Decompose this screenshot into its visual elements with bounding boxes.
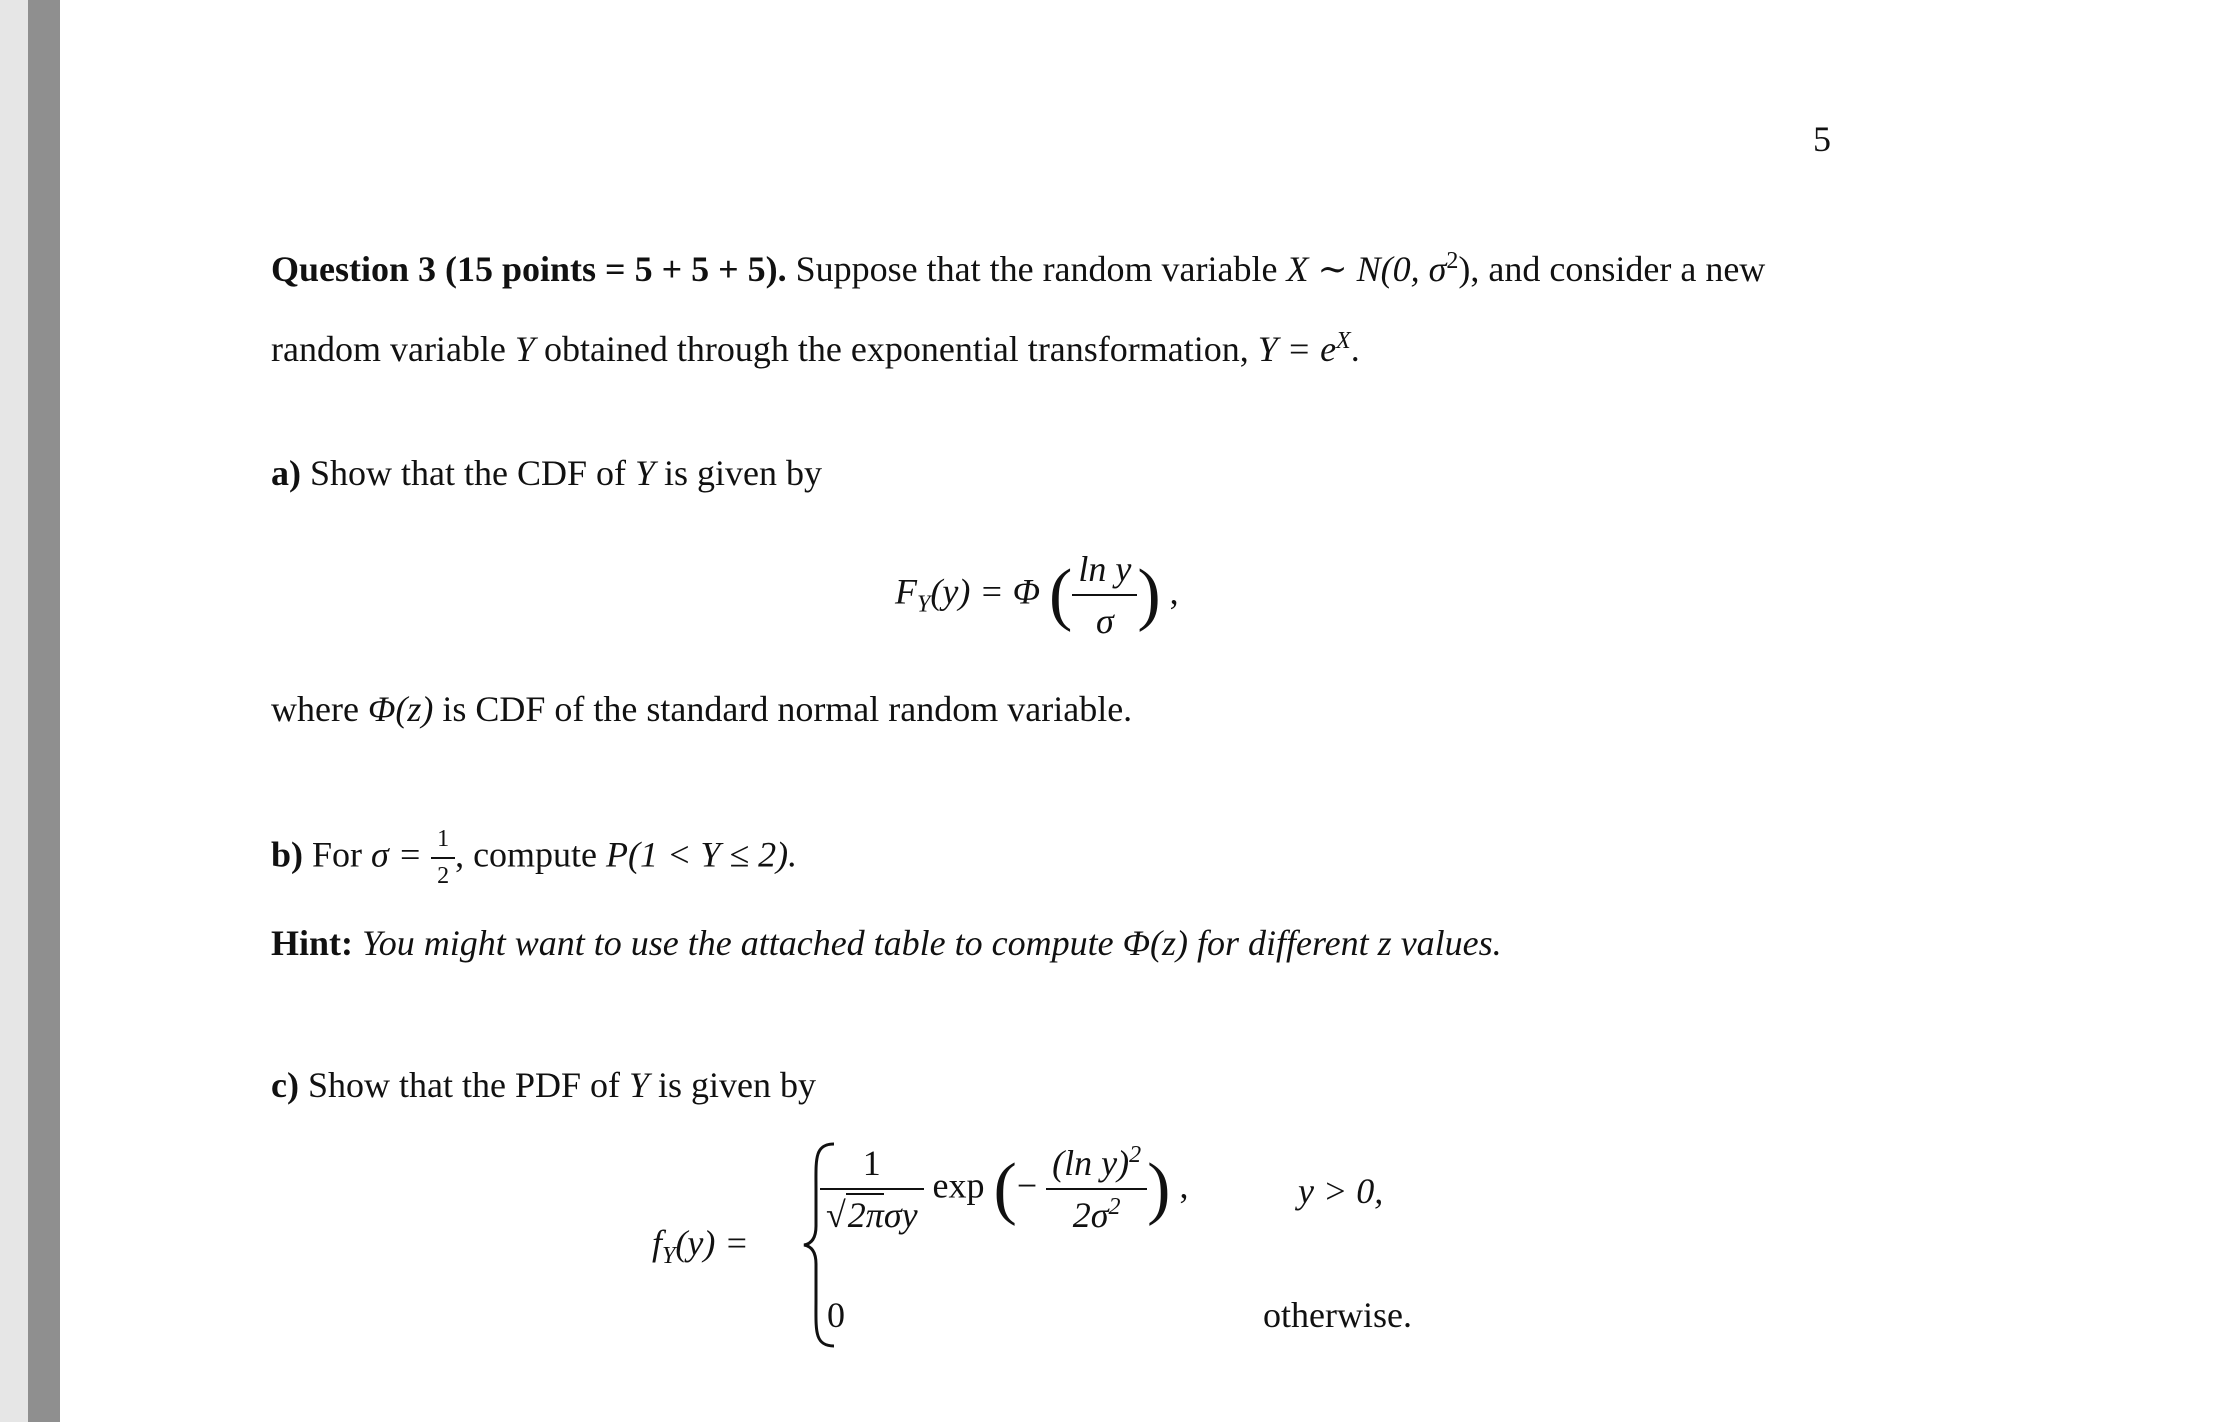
pdf-arg: (y) = [675, 1223, 749, 1263]
part-a-text-b: is given by [664, 453, 823, 493]
transform-exp: X [1336, 328, 1351, 354]
part-c-text: Show that the PDF of [307, 1065, 620, 1105]
comma: , [1179, 1165, 1189, 1206]
pdf-case-1 [820, 1142, 1188, 1236]
document-page [60, 0, 2232, 1422]
intro-text-2: random variable [271, 329, 506, 369]
var-y: Y [635, 453, 656, 493]
transform-eq: Y = e [1257, 329, 1337, 369]
pdf-sub: Y [662, 1243, 676, 1270]
cdf-f: F [895, 571, 917, 612]
minus: − [1016, 1165, 1038, 1206]
comma: , [455, 834, 465, 875]
hint-label: Hint: [271, 923, 354, 963]
where-text-b: is CDF of the standard normal random variable. [442, 689, 1133, 729]
phi-z: Φ(z) [1122, 923, 1189, 963]
probability-expr: P(1 < Y ≤ 2). [606, 834, 798, 875]
sqrt-content: 2π [847, 1195, 884, 1235]
comma: , [1169, 571, 1179, 612]
part-a-label: a) [271, 453, 301, 493]
sigma-eq: σ = [371, 834, 423, 875]
half-num: 1 [437, 826, 450, 852]
var-x: X [1286, 249, 1309, 289]
cdf-numerator: ln y [1078, 549, 1132, 589]
part-b-label: b) [271, 834, 304, 875]
cdf-arg: (y) = Φ [930, 571, 1041, 612]
question-line-2 [271, 328, 1360, 370]
part-a-where [271, 688, 1132, 730]
norm-num: 1 [862, 1143, 881, 1183]
cdf-sub: Y [917, 591, 931, 618]
sim-symbol: ∼ [1317, 249, 1348, 289]
part-a-text: Show that the CDF of [310, 453, 627, 493]
part-a-heading [271, 452, 822, 494]
z-var: z [1377, 923, 1392, 963]
left-paren: ( [1049, 556, 1073, 633]
question-line-1 [271, 248, 1765, 290]
phi-z: Φ(z) [367, 689, 434, 729]
hint-text: You might want to use the attached table to compute [362, 923, 1114, 963]
sqrt-sign: √ [826, 1195, 846, 1235]
exp-func: exp [932, 1165, 985, 1206]
norm-fraction [820, 1142, 924, 1236]
exp-denominator: $2\sigma^2$ [1046, 1188, 1147, 1236]
right-paren: ) [1137, 556, 1161, 633]
part-c-text-b: is given by [658, 1065, 817, 1105]
half-den: 2 [431, 857, 455, 890]
part-b-heading [271, 826, 797, 890]
intro-text-b: and consider a new [1488, 249, 1766, 289]
where-text: where [271, 689, 359, 729]
condition-positive: y > 0, [1298, 1171, 1384, 1211]
exponent: 2 [1446, 248, 1459, 274]
half-fraction [431, 826, 455, 890]
right-paren: ) [1147, 1150, 1171, 1227]
intro-text-2b: obtained through the exponential transformation, [543, 329, 1249, 369]
normal-dist: N(0, σ [1356, 249, 1447, 289]
sigma-y: σy [883, 1195, 918, 1235]
cdf-denominator: σ [1072, 594, 1137, 642]
part-c-heading [271, 1064, 816, 1106]
exp-numerator: (ln y)$^2$ [1052, 1142, 1142, 1183]
pdf-case-2-zero: 0 [827, 1295, 845, 1335]
hint-text-c: values. [1400, 923, 1502, 963]
scrollbar-track[interactable] [28, 0, 60, 1422]
dist-close: ), [1458, 249, 1480, 289]
period: . [1350, 329, 1360, 369]
part-c-label: c) [271, 1065, 299, 1105]
cdf-fraction [1072, 548, 1137, 642]
exp-fraction [1046, 1142, 1147, 1236]
condition-otherwise: otherwise. [1263, 1295, 1412, 1335]
question-header: Question 3 (15 points = 5 + 5 + 5). [271, 249, 787, 289]
hint-text-b: for different [1197, 923, 1369, 963]
var-y: Y [514, 329, 535, 369]
page-number: 5 [1813, 119, 1831, 159]
var-y: Y [628, 1065, 650, 1105]
norm-den [820, 1188, 924, 1236]
pdf-f: f [652, 1223, 663, 1263]
hint-line [271, 922, 1502, 964]
part-b-text: For [312, 834, 363, 875]
intro-text: Suppose that the random variable [795, 249, 1278, 289]
cdf-formula [895, 548, 1179, 642]
pdf-lhs [652, 1222, 749, 1270]
compute-text: compute [473, 834, 598, 875]
left-paren: ( [993, 1150, 1017, 1227]
